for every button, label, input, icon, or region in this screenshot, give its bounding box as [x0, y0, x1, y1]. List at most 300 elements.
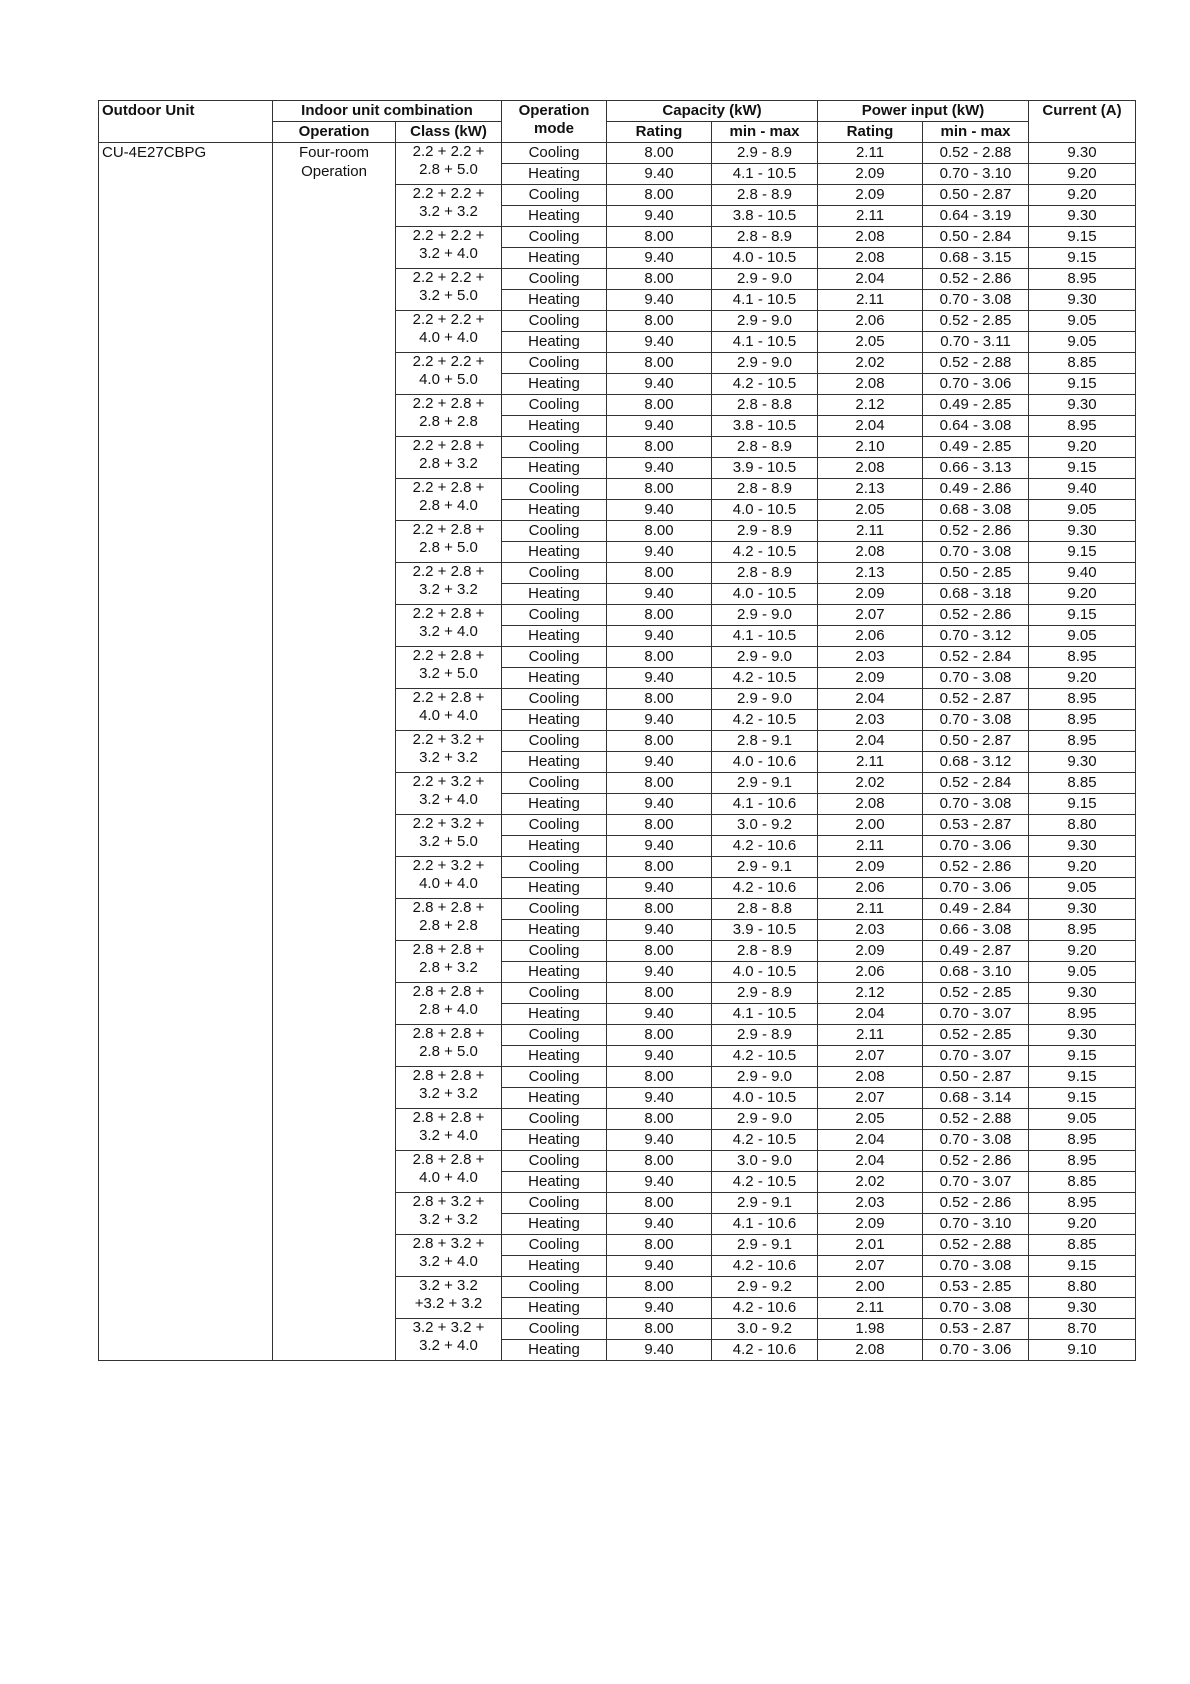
power-min-max-cell: 0.52 - 2.88 — [923, 1235, 1029, 1256]
class-line: 2.8 + 2.8 + — [412, 941, 485, 958]
operation-mode-cell: Heating — [502, 1088, 607, 1109]
capacity-min-max-cell: 4.2 - 10.5 — [712, 710, 818, 731]
class-line: 2.8 + 4.0 — [419, 1001, 478, 1018]
capacity-min-max-cell: 2.8 - 8.9 — [712, 479, 818, 500]
power-rating-cell: 2.11 — [818, 290, 923, 311]
capacity-min-max-cell: 4.2 - 10.6 — [712, 1340, 818, 1361]
capacity-min-max-cell: 4.1 - 10.5 — [712, 290, 818, 311]
capacity-min-max-cell: 4.2 - 10.6 — [712, 1256, 818, 1277]
operation-line2: Operation — [301, 163, 367, 180]
power-rating-cell: 2.06 — [818, 878, 923, 899]
capacity-rating-cell: 9.40 — [607, 1046, 712, 1067]
power-rating-cell: 2.08 — [818, 1340, 923, 1361]
current-cell: 9.15 — [1029, 1046, 1136, 1067]
class-line: 2.2 + 2.2 + — [412, 269, 485, 286]
operation-mode-cell: Cooling — [502, 353, 607, 374]
power-min-max-cell: 0.49 - 2.85 — [923, 395, 1029, 416]
capacity-min-max-cell: 3.0 - 9.0 — [712, 1151, 818, 1172]
operation-mode-cell: Cooling — [502, 437, 607, 458]
capacity-min-max-cell: 3.9 - 10.5 — [712, 920, 818, 941]
capacity-rating-cell: 8.00 — [607, 1025, 712, 1046]
power-rating-cell: 2.09 — [818, 185, 923, 206]
current-cell: 9.20 — [1029, 857, 1136, 878]
capacity-min-max-cell: 2.9 - 8.9 — [712, 1025, 818, 1046]
class-line: 2.8 + 2.8 — [419, 413, 478, 430]
capacity-min-max-cell: 4.0 - 10.5 — [712, 500, 818, 521]
capacity-min-max-cell: 2.9 - 9.0 — [712, 1109, 818, 1130]
power-min-max-cell: 0.49 - 2.86 — [923, 479, 1029, 500]
capacity-rating-cell: 9.40 — [607, 752, 712, 773]
capacity-min-max-cell: 4.2 - 10.5 — [712, 1130, 818, 1151]
power-min-max-cell: 0.52 - 2.87 — [923, 689, 1029, 710]
capacity-rating-cell: 8.00 — [607, 563, 712, 584]
class-line: 2.2 + 3.2 + — [412, 815, 485, 832]
capacity-min-max-cell: 2.9 - 9.0 — [712, 1067, 818, 1088]
operation-mode-cell: Heating — [502, 1172, 607, 1193]
capacity-rating-cell: 9.40 — [607, 1256, 712, 1277]
class-cell — [396, 269, 502, 311]
current-cell: 9.05 — [1029, 500, 1136, 521]
power-rating-cell: 2.06 — [818, 626, 923, 647]
capacity-rating-cell: 8.00 — [607, 437, 712, 458]
current-cell: 9.30 — [1029, 752, 1136, 773]
operation-mode-cell: Heating — [502, 416, 607, 437]
current-cell: 8.95 — [1029, 920, 1136, 941]
operation-mode-cell: Cooling — [502, 1109, 607, 1130]
power-rating-cell: 2.08 — [818, 1067, 923, 1088]
capacity-min-max-cell: 2.9 - 9.1 — [712, 857, 818, 878]
capacity-min-max-cell: 2.9 - 9.1 — [712, 1193, 818, 1214]
current-cell: 9.20 — [1029, 941, 1136, 962]
class-line: 2.8 + 2.8 + — [412, 1025, 485, 1042]
class-line: 2.8 + 3.2 + — [412, 1235, 485, 1252]
current-cell: 8.95 — [1029, 689, 1136, 710]
power-min-max-cell: 0.70 - 3.08 — [923, 290, 1029, 311]
power-rating-cell: 2.08 — [818, 374, 923, 395]
operation-mode-cell: Heating — [502, 626, 607, 647]
header-outdoor-unit: Outdoor Unit — [99, 101, 273, 143]
power-rating-cell: 2.11 — [818, 521, 923, 542]
capacity-min-max-cell: 2.9 - 8.9 — [712, 521, 818, 542]
capacity-min-max-cell: 4.1 - 10.5 — [712, 164, 818, 185]
capacity-rating-cell: 9.40 — [607, 1130, 712, 1151]
current-cell: 8.95 — [1029, 731, 1136, 752]
operation-mode-cell: Cooling — [502, 773, 607, 794]
power-min-max-cell: 0.50 - 2.87 — [923, 731, 1029, 752]
capacity-min-max-cell: 3.0 - 9.2 — [712, 815, 818, 836]
power-rating-cell: 2.09 — [818, 164, 923, 185]
operation-mode-cell: Heating — [502, 1130, 607, 1151]
current-cell: 9.30 — [1029, 290, 1136, 311]
class-cell — [396, 941, 502, 983]
capacity-rating-cell: 9.40 — [607, 584, 712, 605]
capacity-rating-cell: 9.40 — [607, 458, 712, 479]
capacity-min-max-cell: 3.9 - 10.5 — [712, 458, 818, 479]
operation-mode-cell: Heating — [502, 962, 607, 983]
class-cell — [396, 479, 502, 521]
capacity-rating-cell: 9.40 — [607, 164, 712, 185]
capacity-min-max-cell: 4.0 - 10.5 — [712, 1088, 818, 1109]
power-min-max-cell: 0.50 - 2.85 — [923, 563, 1029, 584]
power-min-max-cell: 0.66 - 3.08 — [923, 920, 1029, 941]
capacity-min-max-cell: 4.2 - 10.6 — [712, 878, 818, 899]
operation-mode-cell: Heating — [502, 752, 607, 773]
operation-mode-cell: Heating — [502, 248, 607, 269]
power-min-max-cell: 0.70 - 3.08 — [923, 710, 1029, 731]
power-min-max-cell: 0.49 - 2.87 — [923, 941, 1029, 962]
power-min-max-cell: 0.70 - 3.10 — [923, 164, 1029, 185]
power-min-max-cell: 0.70 - 3.12 — [923, 626, 1029, 647]
class-line: 3.2 + 3.2 — [419, 749, 478, 766]
operation-mode-cell: Cooling — [502, 689, 607, 710]
current-cell: 9.30 — [1029, 899, 1136, 920]
operation-mode-cell: Heating — [502, 1298, 607, 1319]
power-min-max-cell: 0.52 - 2.85 — [923, 1025, 1029, 1046]
operation-mode-cell: Heating — [502, 164, 607, 185]
operation-cell — [273, 143, 396, 1361]
class-cell — [396, 1151, 502, 1193]
operation-mode-cell: Cooling — [502, 899, 607, 920]
class-cell — [396, 647, 502, 689]
power-min-max-cell: 0.52 - 2.86 — [923, 1193, 1029, 1214]
power-rating-cell: 2.04 — [818, 1130, 923, 1151]
power-rating-cell: 2.11 — [818, 206, 923, 227]
operation-mode-cell: Cooling — [502, 1319, 607, 1340]
capacity-rating-cell: 9.40 — [607, 962, 712, 983]
power-rating-cell: 2.12 — [818, 983, 923, 1004]
header-capacity-rating: Rating — [607, 122, 712, 143]
operation-mode-cell: Cooling — [502, 1193, 607, 1214]
capacity-rating-cell: 8.00 — [607, 647, 712, 668]
class-line: 4.0 + 4.0 — [419, 707, 478, 724]
class-line: 2.2 + 2.2 + — [412, 311, 485, 328]
class-cell — [396, 1235, 502, 1277]
class-line: 2.2 + 2.8 + — [412, 437, 485, 454]
capacity-rating-cell: 8.00 — [607, 941, 712, 962]
power-rating-cell: 2.00 — [818, 815, 923, 836]
class-line: 2.8 + 4.0 — [419, 497, 478, 514]
capacity-rating-cell: 8.00 — [607, 311, 712, 332]
power-min-max-cell: 0.52 - 2.88 — [923, 1109, 1029, 1130]
power-min-max-cell: 0.50 - 2.87 — [923, 1067, 1029, 1088]
capacity-rating-cell: 9.40 — [607, 1298, 712, 1319]
capacity-min-max-cell: 2.8 - 8.9 — [712, 941, 818, 962]
capacity-rating-cell: 9.40 — [607, 1004, 712, 1025]
table-body — [99, 143, 1136, 1361]
header-class: Class (kW) — [396, 122, 502, 143]
power-rating-cell: 2.04 — [818, 1151, 923, 1172]
class-line: 3.2 + 3.2 — [419, 1211, 478, 1228]
power-rating-cell: 2.08 — [818, 458, 923, 479]
class-line: 2.2 + 2.8 + — [412, 395, 485, 412]
capacity-min-max-cell: 4.0 - 10.5 — [712, 962, 818, 983]
current-cell: 9.30 — [1029, 836, 1136, 857]
capacity-rating-cell: 9.40 — [607, 332, 712, 353]
capacity-min-max-cell: 4.0 - 10.6 — [712, 752, 818, 773]
current-cell: 9.05 — [1029, 878, 1136, 899]
operation-mode-cell: Cooling — [502, 983, 607, 1004]
capacity-min-max-cell: 4.2 - 10.5 — [712, 1172, 818, 1193]
capacity-min-max-cell: 4.1 - 10.5 — [712, 626, 818, 647]
class-line: 2.8 + 5.0 — [419, 161, 478, 178]
capacity-min-max-cell: 3.8 - 10.5 — [712, 206, 818, 227]
current-cell: 9.20 — [1029, 437, 1136, 458]
current-cell: 8.85 — [1029, 353, 1136, 374]
current-cell: 8.95 — [1029, 269, 1136, 290]
capacity-min-max-cell: 3.0 - 9.2 — [712, 1319, 818, 1340]
operation-mode-cell: Cooling — [502, 1151, 607, 1172]
power-rating-cell: 2.01 — [818, 1235, 923, 1256]
capacity-rating-cell: 8.00 — [607, 1109, 712, 1130]
operation-mode-cell: Cooling — [502, 227, 607, 248]
class-line: 2.2 + 2.2 + — [412, 143, 485, 160]
power-min-max-cell: 0.70 - 3.07 — [923, 1172, 1029, 1193]
operation-mode-cell: Heating — [502, 836, 607, 857]
power-min-max-cell: 0.70 - 3.07 — [923, 1004, 1029, 1025]
power-rating-cell: 2.05 — [818, 332, 923, 353]
class-line: 2.2 + 3.2 + — [412, 731, 485, 748]
capacity-rating-cell: 8.00 — [607, 353, 712, 374]
power-rating-cell: 2.11 — [818, 899, 923, 920]
current-cell: 9.30 — [1029, 521, 1136, 542]
power-min-max-cell: 0.70 - 3.08 — [923, 1130, 1029, 1151]
class-line: 4.0 + 5.0 — [419, 371, 478, 388]
capacity-rating-cell: 8.00 — [607, 479, 712, 500]
power-rating-cell: 2.02 — [818, 353, 923, 374]
power-rating-cell: 2.05 — [818, 1109, 923, 1130]
capacity-rating-cell: 8.00 — [607, 1319, 712, 1340]
power-min-max-cell: 0.49 - 2.85 — [923, 437, 1029, 458]
capacity-min-max-cell: 2.9 - 9.2 — [712, 1277, 818, 1298]
capacity-rating-cell: 9.40 — [607, 836, 712, 857]
capacity-rating-cell: 9.40 — [607, 206, 712, 227]
current-cell: 9.05 — [1029, 962, 1136, 983]
capacity-min-max-cell: 2.8 - 8.9 — [712, 437, 818, 458]
power-rating-cell: 2.09 — [818, 584, 923, 605]
class-cell — [396, 353, 502, 395]
capacity-rating-cell: 8.00 — [607, 1151, 712, 1172]
header-power-min-max: min - max — [923, 122, 1029, 143]
power-min-max-cell: 0.66 - 3.13 — [923, 458, 1029, 479]
header-operation: Operation — [273, 122, 396, 143]
current-cell: 9.15 — [1029, 227, 1136, 248]
current-cell: 9.40 — [1029, 479, 1136, 500]
current-cell: 9.20 — [1029, 668, 1136, 689]
class-line: 3.2 + 4.0 — [419, 623, 478, 640]
capacity-rating-cell: 8.00 — [607, 1067, 712, 1088]
capacity-rating-cell: 8.00 — [607, 143, 712, 164]
operation-mode-cell: Cooling — [502, 1067, 607, 1088]
power-rating-cell: 2.03 — [818, 920, 923, 941]
table-row — [99, 143, 1136, 164]
capacity-rating-cell: 8.00 — [607, 185, 712, 206]
capacity-min-max-cell: 2.8 - 8.9 — [712, 185, 818, 206]
current-cell: 9.20 — [1029, 164, 1136, 185]
outdoor-unit-cell: CU-4E27CBPG — [99, 143, 273, 1361]
power-rating-cell: 2.07 — [818, 1046, 923, 1067]
capacity-min-max-cell: 4.2 - 10.5 — [712, 542, 818, 563]
power-min-max-cell: 0.70 - 3.06 — [923, 374, 1029, 395]
current-cell: 9.15 — [1029, 248, 1136, 269]
class-line: 2.8 + 2.8 + — [412, 983, 485, 1000]
power-rating-cell: 2.05 — [818, 500, 923, 521]
header-power-input: Power input (kW) — [818, 101, 1029, 122]
class-cell — [396, 227, 502, 269]
operation-line1: Four-room — [298, 144, 369, 161]
capacity-rating-cell: 8.00 — [607, 1277, 712, 1298]
current-cell: 8.80 — [1029, 815, 1136, 836]
capacity-min-max-cell: 2.9 - 9.1 — [712, 1235, 818, 1256]
capacity-min-max-cell: 2.8 - 8.9 — [712, 227, 818, 248]
current-cell: 9.30 — [1029, 206, 1136, 227]
class-line: 2.8 + 2.8 + — [412, 1109, 485, 1126]
operation-mode-cell: Cooling — [502, 395, 607, 416]
power-min-max-cell: 0.70 - 3.07 — [923, 1046, 1029, 1067]
current-cell: 9.15 — [1029, 374, 1136, 395]
current-cell: 9.30 — [1029, 143, 1136, 164]
operation-mode-cell: Cooling — [502, 941, 607, 962]
power-rating-cell: 2.07 — [818, 1256, 923, 1277]
class-line: 2.2 + 2.8 + — [412, 479, 485, 496]
capacity-min-max-cell: 2.8 - 9.1 — [712, 731, 818, 752]
class-cell — [396, 1277, 502, 1319]
capacity-min-max-cell: 4.2 - 10.5 — [712, 1046, 818, 1067]
class-line: 3.2 + 3.2 — [419, 1085, 478, 1102]
current-cell: 9.15 — [1029, 1088, 1136, 1109]
power-rating-cell: 2.04 — [818, 416, 923, 437]
class-line: 2.2 + 3.2 + — [412, 773, 485, 790]
header-capacity-min-max: min - max — [712, 122, 818, 143]
class-cell — [396, 731, 502, 773]
current-cell: 8.85 — [1029, 773, 1136, 794]
class-line: 3.2 + 5.0 — [419, 287, 478, 304]
power-rating-cell: 2.04 — [818, 1004, 923, 1025]
operation-mode-cell: Heating — [502, 500, 607, 521]
power-rating-cell: 2.12 — [818, 395, 923, 416]
class-line: 2.8 + 5.0 — [419, 1043, 478, 1060]
class-line: 2.8 + 2.8 + — [412, 899, 485, 916]
power-rating-cell: 2.04 — [818, 269, 923, 290]
current-cell: 9.30 — [1029, 1025, 1136, 1046]
current-cell: 9.20 — [1029, 584, 1136, 605]
operation-mode-cell: Cooling — [502, 1277, 607, 1298]
current-cell: 8.95 — [1029, 647, 1136, 668]
class-cell — [396, 605, 502, 647]
capacity-rating-cell: 9.40 — [607, 542, 712, 563]
power-rating-cell: 2.13 — [818, 563, 923, 584]
power-min-max-cell: 0.52 - 2.84 — [923, 773, 1029, 794]
current-cell: 9.30 — [1029, 395, 1136, 416]
operation-mode-cell: Cooling — [502, 1025, 607, 1046]
class-line: 2.2 + 2.2 + — [412, 185, 485, 202]
power-rating-cell: 2.08 — [818, 794, 923, 815]
operation-mode-cell: Heating — [502, 1046, 607, 1067]
current-cell: 8.85 — [1029, 1172, 1136, 1193]
class-line: +3.2 + 3.2 — [414, 1295, 483, 1312]
header-current: Current (A) — [1029, 101, 1136, 143]
power-min-max-cell: 0.70 - 3.08 — [923, 542, 1029, 563]
power-min-max-cell: 0.52 - 2.88 — [923, 143, 1029, 164]
class-line: 3.2 + 5.0 — [419, 665, 478, 682]
class-line: 4.0 + 4.0 — [419, 329, 478, 346]
header-power-rating: Rating — [818, 122, 923, 143]
class-line: 3.2 + 4.0 — [419, 791, 478, 808]
spec-table — [98, 100, 1136, 1361]
capacity-rating-cell: 8.00 — [607, 773, 712, 794]
operation-mode-cell: Heating — [502, 878, 607, 899]
capacity-rating-cell: 9.40 — [607, 878, 712, 899]
power-rating-cell: 2.10 — [818, 437, 923, 458]
current-cell: 9.40 — [1029, 563, 1136, 584]
class-cell — [396, 899, 502, 941]
power-rating-cell: 2.07 — [818, 605, 923, 626]
power-min-max-cell: 0.68 - 3.15 — [923, 248, 1029, 269]
capacity-rating-cell: 9.40 — [607, 626, 712, 647]
operation-mode-cell: Cooling — [502, 815, 607, 836]
power-min-max-cell: 0.52 - 2.86 — [923, 1151, 1029, 1172]
capacity-rating-cell: 9.40 — [607, 248, 712, 269]
class-cell — [396, 185, 502, 227]
capacity-min-max-cell: 2.9 - 9.0 — [712, 311, 818, 332]
current-cell: 8.95 — [1029, 1004, 1136, 1025]
class-line: 4.0 + 4.0 — [419, 875, 478, 892]
capacity-rating-cell: 8.00 — [607, 227, 712, 248]
power-min-max-cell: 0.53 - 2.87 — [923, 815, 1029, 836]
capacity-min-max-cell: 2.9 - 9.1 — [712, 773, 818, 794]
current-cell: 9.05 — [1029, 311, 1136, 332]
power-min-max-cell: 0.52 - 2.86 — [923, 521, 1029, 542]
class-cell — [396, 311, 502, 353]
current-cell: 9.05 — [1029, 1109, 1136, 1130]
power-rating-cell: 2.11 — [818, 836, 923, 857]
current-cell: 9.15 — [1029, 458, 1136, 479]
class-line: 2.2 + 2.8 + — [412, 647, 485, 664]
class-line: 2.8 + 5.0 — [419, 539, 478, 556]
power-rating-cell: 2.06 — [818, 311, 923, 332]
power-rating-cell: 2.00 — [818, 1277, 923, 1298]
operation-mode-cell: Cooling — [502, 563, 607, 584]
class-cell — [396, 563, 502, 605]
capacity-rating-cell: 9.40 — [607, 710, 712, 731]
power-min-max-cell: 0.70 - 3.10 — [923, 1214, 1029, 1235]
class-line: 3.2 + 4.0 — [419, 1337, 478, 1354]
capacity-min-max-cell: 2.9 - 9.0 — [712, 353, 818, 374]
power-min-max-cell: 0.64 - 3.19 — [923, 206, 1029, 227]
capacity-min-max-cell: 2.8 - 8.8 — [712, 395, 818, 416]
capacity-rating-cell: 9.40 — [607, 1172, 712, 1193]
capacity-rating-cell: 8.00 — [607, 269, 712, 290]
power-rating-cell: 2.02 — [818, 773, 923, 794]
class-line: 2.2 + 2.8 + — [412, 521, 485, 538]
power-min-max-cell: 0.52 - 2.86 — [923, 269, 1029, 290]
table-header — [99, 101, 1136, 143]
power-rating-cell: 2.03 — [818, 710, 923, 731]
class-cell — [396, 773, 502, 815]
header-operation-mode-line1: Operation — [518, 102, 590, 119]
current-cell: 8.70 — [1029, 1319, 1136, 1340]
capacity-rating-cell: 8.00 — [607, 1235, 712, 1256]
capacity-rating-cell: 8.00 — [607, 983, 712, 1004]
power-min-max-cell: 0.70 - 3.06 — [923, 1340, 1029, 1361]
power-min-max-cell: 0.68 - 3.14 — [923, 1088, 1029, 1109]
current-cell: 8.95 — [1029, 1193, 1136, 1214]
operation-mode-cell: Cooling — [502, 731, 607, 752]
power-min-max-cell: 0.70 - 3.11 — [923, 332, 1029, 353]
current-cell: 8.95 — [1029, 1151, 1136, 1172]
header-operation-mode — [502, 101, 607, 143]
operation-mode-cell: Cooling — [502, 857, 607, 878]
power-min-max-cell: 0.64 - 3.08 — [923, 416, 1029, 437]
